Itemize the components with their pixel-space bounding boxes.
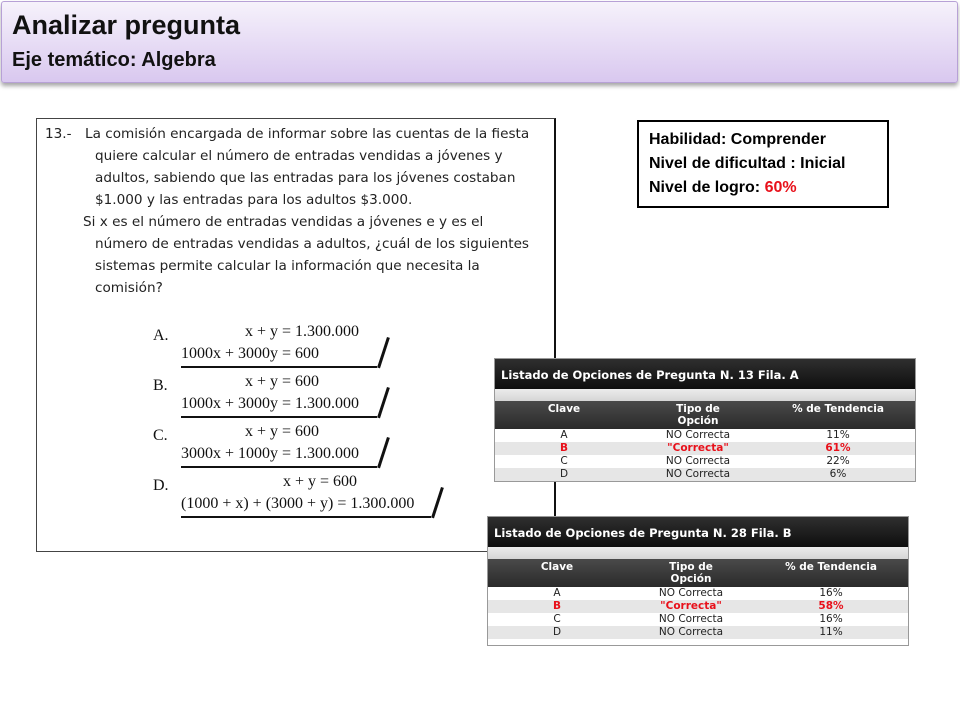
cell-tendencia: 11% <box>826 429 850 441</box>
option-b-eq1: x + y = 600 <box>245 373 320 390</box>
header-clave: Clave <box>547 403 581 415</box>
page-subtitle: Eje temático: Algebra <box>12 49 216 71</box>
logro-label: Nivel de logro: <box>649 179 761 196</box>
option-a-underline <box>181 366 377 368</box>
info-box <box>637 120 889 208</box>
logro-value: 60% <box>764 179 797 196</box>
option-d-eq2: (1000 + x) + (3000 + y) = 1.300.000 <box>181 495 415 512</box>
option-a-slash <box>377 337 390 368</box>
option-a-eq2: 1000x + 3000y = 600 <box>181 345 320 362</box>
cell-clave: B <box>559 442 568 454</box>
dificultad-label: Nivel de dificultad : <box>649 155 796 172</box>
option-c-letter: C. <box>153 427 168 444</box>
header-banner <box>1 1 958 83</box>
page-title: Analizar pregunta <box>12 10 241 40</box>
option-c-underline <box>181 466 377 468</box>
option-d-eq1: x + y = 600 <box>283 473 358 490</box>
logro-line <box>649 176 887 200</box>
cell-tendencia: 22% <box>826 455 850 467</box>
cell-tipo: NO Correcta <box>665 455 731 467</box>
question-line: Si x es el número de entradas vendidas a jóvenes e y es el <box>83 214 484 230</box>
cell-tendencia: 16% <box>819 613 843 625</box>
table-row <box>488 587 908 600</box>
option-d-slash <box>431 487 444 518</box>
table-a-title: Listado de Opciones de Pregunta N. 13 Fila. A <box>495 359 915 389</box>
question-line: número de entradas vendidas a adultos, ¿cuál de los siguientes <box>95 236 530 252</box>
option-a-eq1: x + y = 1.300.000 <box>245 323 360 340</box>
cell-tipo: NO Correcta <box>665 429 731 441</box>
cell-clave: D <box>552 626 562 638</box>
option-d-letter: D. <box>153 477 169 494</box>
table-row <box>495 455 915 468</box>
table-row <box>495 429 915 442</box>
table-b-spacer <box>488 547 908 559</box>
habilidad-line <box>649 128 887 152</box>
question-line: comisión? <box>95 280 163 296</box>
option-d-underline <box>181 516 431 518</box>
options-table-b <box>487 516 909 646</box>
question-line: quiere calcular el número de entradas vendidas a jóvenes y <box>95 148 503 164</box>
cell-tipo: NO Correcta <box>658 613 724 625</box>
question-line: adultos, sabiendo que las entradas para los jóvenes costaban <box>95 170 516 186</box>
question-number: 13.- <box>45 126 72 142</box>
header-tipo: Tipo de Opción <box>669 561 713 585</box>
habilidad-label: Habilidad: <box>649 131 727 148</box>
habilidad-value: Comprender <box>730 131 826 148</box>
cell-tipo: "Correcta" <box>660 600 722 612</box>
table-a-spacer <box>495 389 915 401</box>
question-line: $1.000 y las entradas para los adultos $3.000. <box>95 192 413 208</box>
question-line: La comisión encargada de informar sobre las cuentas de la fiesta <box>85 126 530 142</box>
header-tipo: Tipo de Opción <box>676 403 720 427</box>
cell-clave: C <box>553 613 561 625</box>
table-b-header <box>488 559 908 587</box>
header-clave: Clave <box>540 561 574 573</box>
option-b-underline <box>181 416 377 418</box>
option-b-eq2: 1000x + 3000y = 1.300.000 <box>181 395 360 412</box>
cell-tendencia: 58% <box>818 600 844 612</box>
cell-tendencia: 61% <box>825 442 851 454</box>
header-tendencia: % de Tendencia <box>785 561 877 573</box>
question-panel <box>36 118 556 552</box>
option-c-eq1: x + y = 600 <box>245 423 320 440</box>
cell-clave: C <box>560 455 568 467</box>
option-c-eq2: 3000x + 1000y = 1.300.000 <box>181 445 360 462</box>
table-row <box>495 468 915 481</box>
cell-tipo: "Correcta" <box>667 442 729 454</box>
header-tendencia: % de Tendencia <box>792 403 884 415</box>
option-b-letter: B. <box>153 377 168 394</box>
cell-tipo: NO Correcta <box>665 468 731 480</box>
table-row-correct <box>495 442 915 455</box>
cell-clave: A <box>553 587 561 599</box>
cell-tipo: NO Correcta <box>658 626 724 638</box>
dificultad-line <box>649 152 887 176</box>
cell-tendencia: 6% <box>829 468 847 480</box>
table-row-correct <box>488 600 908 613</box>
table-row <box>488 626 908 639</box>
option-a-letter: A. <box>153 327 169 344</box>
table-b-title: Listado de Opciones de Pregunta N. 28 Fila. B <box>488 517 908 547</box>
cell-tendencia: 16% <box>819 587 843 599</box>
option-b-slash <box>377 387 390 418</box>
cell-tendencia: 11% <box>819 626 843 638</box>
cell-tipo: NO Correcta <box>658 587 724 599</box>
options-table-a <box>494 358 916 482</box>
option-c-slash <box>377 437 390 468</box>
dificultad-value: Inicial <box>800 155 846 172</box>
question-line: sistemas permite calcular la información que necesita la <box>95 258 480 274</box>
cell-clave: A <box>560 429 568 441</box>
table-row <box>488 613 908 626</box>
cell-clave: B <box>552 600 561 612</box>
table-a-header <box>495 401 915 429</box>
cell-clave: D <box>559 468 569 480</box>
